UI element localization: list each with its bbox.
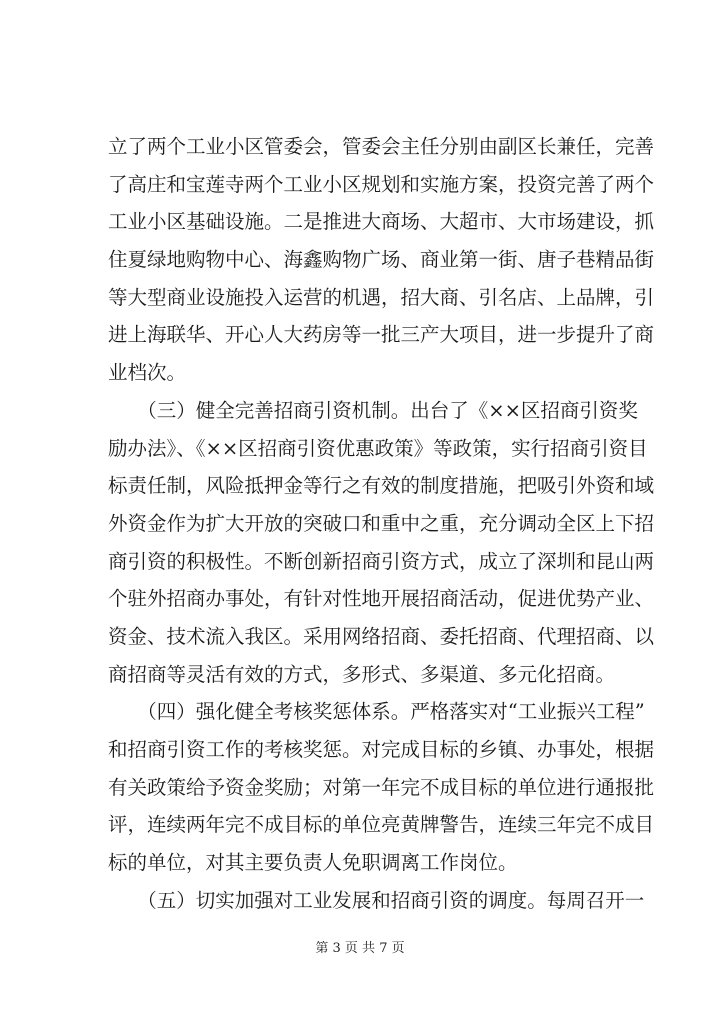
text-line: （三）健全完善招商引资机制。出台了《××区招商引资奖	[108, 398, 638, 422]
page-footer: 第 3 页 共 7 页	[315, 941, 405, 956]
text-line: 标的单位，对其主要负责人免职调离工作岗位。	[108, 851, 518, 875]
text-line: 住夏绿地购物中心、海鑫购物广场、商业第一街、唐子巷精品街	[108, 248, 655, 272]
text-line: 外资金作为扩大开放的突破口和重中之重，充分调动全区上下招	[108, 511, 655, 535]
text-line: 和招商引资工作的考核奖惩。对完成目标的乡镇、办事处，根据	[108, 738, 655, 761]
text-line: 商引资的积极性。不断创新招商引资方式，成立了深圳和昆山两	[108, 549, 655, 573]
text-line: 商招商等灵活有效的方式，多形式、多渠道、多元化招商。	[108, 662, 616, 686]
text-line: 立了两个工业小区管委会，管委会主任分别由副区长兼任，完善	[108, 135, 655, 158]
text-line: 等大型商业设施投入运营的机遇，招大商、引名店、上品牌，引	[108, 285, 655, 309]
text-line: 业档次。	[108, 361, 187, 385]
text-line: 标责任制，风险抵押金等行之有效的制度措施，把吸引外资和域	[108, 474, 655, 498]
text-line: 励办法》、《××区招商引资优惠政策》等政策，实行招商引资目	[108, 436, 648, 460]
text-line: 资金、技术流入我区。采用网络招商、委托招商、代理招商、以	[108, 624, 655, 648]
text-line: 评，连续两年完不成目标的单位亮黄牌警告，连续三年完不成目	[108, 813, 655, 837]
text-line: （五）切实加强对工业发展和招商引资的调度。每周召开一	[108, 888, 645, 912]
text-line: 有关政策给予资金奖励；对第一年完不成目标的单位进行通报批	[108, 775, 655, 799]
text-line: 了高庄和宝莲寺两个工业小区规划和实施方案，投资完善了两个	[108, 172, 655, 196]
text-line: （四）强化健全考核奖惩体系。严格落实对“工业振兴工程”	[108, 700, 645, 724]
text-line: 个驻外招商办事处，有针对性地开展招商活动，促进优势产业、	[108, 587, 655, 611]
body-text	[108, 128, 655, 919]
text-line: 进上海联华、开心人大药房等一批三产大项目，进一步提升了商	[108, 323, 655, 347]
text-line: 工业小区基础设施。二是推进大商场、大超市、大市场建设，抓	[108, 210, 655, 234]
